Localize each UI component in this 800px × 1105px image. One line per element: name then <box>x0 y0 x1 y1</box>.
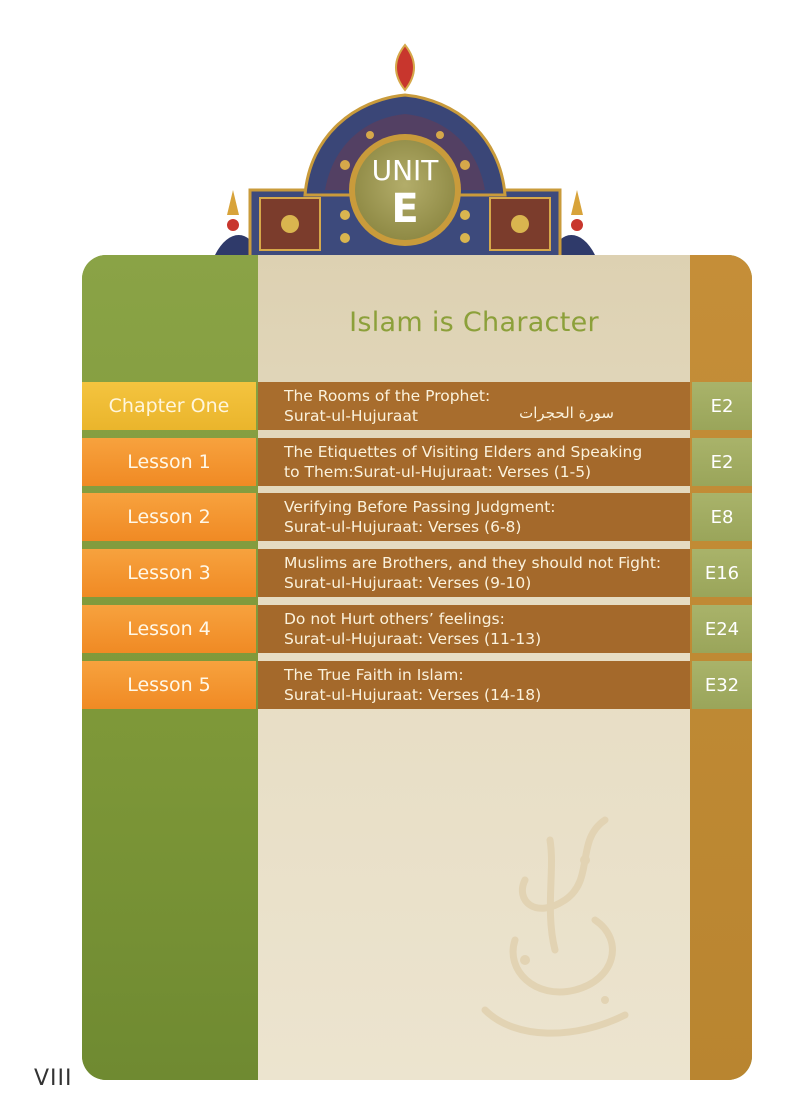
row-description <box>258 382 690 430</box>
row-label: Lesson 1 <box>82 438 256 486</box>
row-page: E16 <box>692 549 752 597</box>
row-line-1: Muslims are Brothers, and they should not Fight: <box>284 554 662 572</box>
row-line-2: Surat-ul-Hujuraat: Verses (11-13) <box>284 630 542 648</box>
row-line-2: Surat-ul-Hujuraat: Verses (9-10) <box>284 574 532 592</box>
row-line-1: The Etiquettes of Visiting Elders and Speaking <box>284 443 643 461</box>
row-line-1: The True Faith in Islam: <box>284 666 464 684</box>
row-description <box>258 493 690 541</box>
unit-title: Islam is Character <box>349 307 599 338</box>
row-page: E2 <box>692 438 752 486</box>
row-line-2: Surat-ul-Hujuraat: Verses (6-8) <box>284 518 522 536</box>
row-label: Lesson 3 <box>82 549 256 597</box>
page-number: VIII <box>34 1066 73 1091</box>
row-line-1: Verifying Before Passing Judgment: <box>284 498 556 516</box>
toc-row-lesson-5[interactable] <box>82 661 752 709</box>
row-page: E8 <box>692 493 752 541</box>
row-line-1: The Rooms of the Prophet: <box>284 387 491 405</box>
toc-row-lesson-4[interactable] <box>82 605 752 653</box>
arabic-calligraphy-icon <box>455 800 655 1050</box>
row-label: Lesson 2 <box>82 493 256 541</box>
row-label: Chapter One <box>82 382 256 430</box>
toc-row-lesson-2[interactable] <box>82 493 752 541</box>
row-description <box>258 549 690 597</box>
unit-ornament <box>195 40 615 270</box>
row-line-2: Surat-ul-Hujuraat: Verses (14-18) <box>284 686 542 704</box>
unit-word: UNIT <box>371 154 439 187</box>
toc-row-chapter-one[interactable] <box>82 382 752 430</box>
row-line-1: Do not Hurt others’ feelings: <box>284 610 505 628</box>
row-arabic: سورة الحجرات <box>519 404 614 422</box>
row-description <box>258 605 690 653</box>
row-label: Lesson 5 <box>82 661 256 709</box>
row-description <box>258 438 690 486</box>
row-page: E24 <box>692 605 752 653</box>
toc-row-lesson-1[interactable] <box>82 438 752 486</box>
row-description <box>258 661 690 709</box>
unit-letter: E <box>391 186 419 232</box>
toc-row-lesson-3[interactable] <box>82 549 752 597</box>
row-page: E2 <box>692 382 752 430</box>
row-line-2: Surat-ul-Hujuraat <box>284 407 418 425</box>
row-label: Lesson 4 <box>82 605 256 653</box>
row-page: E32 <box>692 661 752 709</box>
row-line-2: to Them:Surat-ul-Hujuraat: Verses (1-5) <box>284 463 592 481</box>
